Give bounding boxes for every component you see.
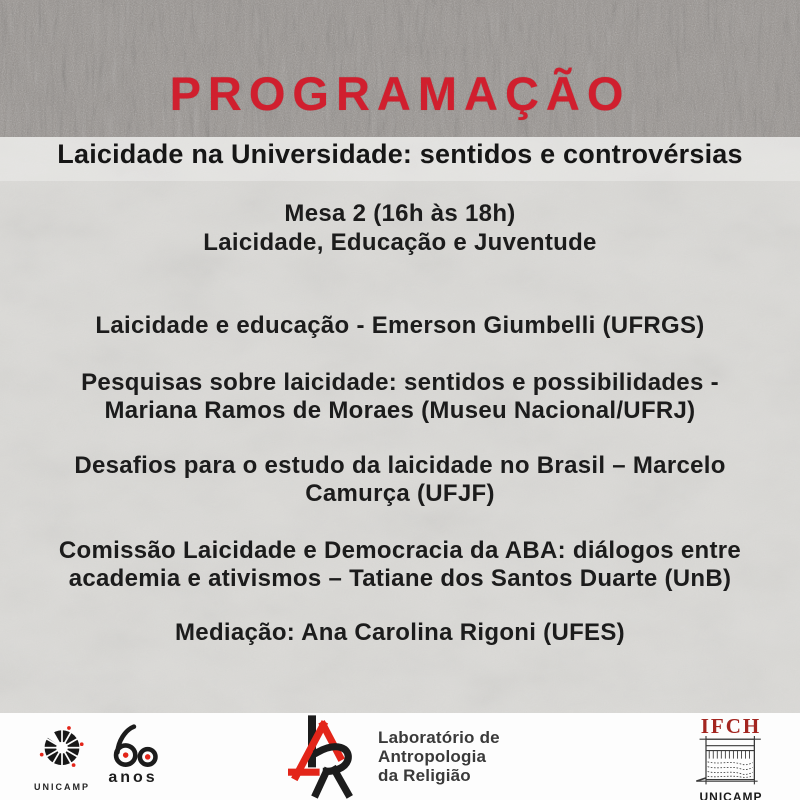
talk-text: Laicidade e educação - Emerson Giumbelli (UFRGS): [95, 312, 705, 339]
talk-item: [0, 312, 800, 340]
ifch-title: IFCH: [700, 714, 762, 738]
talk-item: [0, 452, 800, 508]
ifch-logo: [686, 716, 776, 800]
anos-label: anos: [108, 769, 158, 786]
talk-text: Comissão Laicidade e Democracia da ABA: diálogos entre: [58, 537, 742, 564]
talk-item: [0, 369, 800, 425]
lar-name-line: da Religião: [378, 766, 471, 785]
event-subtitle: Laicidade na Universidade: sentidos e controvérsias: [57, 139, 743, 169]
lar-name-line: Laboratório de: [378, 728, 500, 747]
talk-text: Mariana Ramos de Moraes (Museu Nacional/UFRJ): [104, 397, 696, 424]
page-title: PROGRAMAÇÃO: [169, 67, 631, 120]
talk-text: academia e ativismos – Tatiane dos Santos Duarte (UnB): [68, 565, 732, 592]
session-info: [0, 199, 800, 257]
footer-logos: [0, 713, 800, 800]
lar-logo: [288, 715, 500, 799]
ifch-wordmark: UNICAMP: [699, 790, 763, 800]
lar-monogram-icon: [288, 715, 368, 799]
talk-text: Pesquisas sobre laicidade: sentidos e possibilidades -: [81, 369, 719, 396]
unicamp-logo: [30, 721, 94, 792]
unicamp-pinwheel-icon: [33, 721, 91, 779]
ifch-building-sketch-icon: [694, 736, 768, 786]
sixty-icon: [105, 723, 161, 767]
sixty-anos-logo: [102, 723, 164, 787]
session-theme: Laicidade, Educação e Juventude: [203, 229, 597, 256]
lar-name-line: Antropologia: [378, 747, 487, 766]
session-time: Mesa 2 (16h às 18h): [284, 200, 516, 227]
unicamp-wordmark: UNICAMP: [34, 782, 90, 792]
talk-text: Camurça (UFJF): [305, 480, 495, 507]
mediation-text: Mediação: Ana Carolina Rigoni (UFES): [175, 619, 625, 646]
lar-name: [378, 728, 500, 785]
talk-item: [0, 537, 800, 593]
mediation-info: [0, 619, 800, 647]
talk-text: Desafios para o estudo da laicidade no Brasil – Marcelo: [74, 452, 726, 479]
